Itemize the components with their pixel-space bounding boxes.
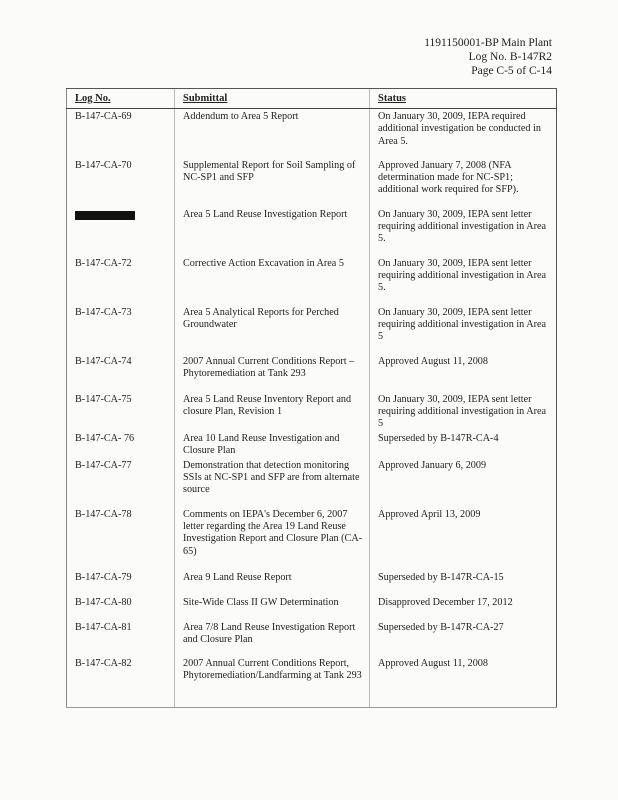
submittal-log-table <box>66 88 557 708</box>
log-number-cell: B-147-CA-75 <box>67 392 175 431</box>
table-row <box>67 570 557 595</box>
table-row <box>67 158 557 207</box>
status-cell: Approved August 11, 2008 <box>370 656 557 708</box>
status-cell: Approved January 7, 2008 (NFA determination made for NC-SP1; additional work required for SFP). <box>370 158 557 207</box>
log-number-cell: B-147-CA-81 <box>67 620 175 656</box>
submittal-cell: 2007 Annual Current Conditions Report – Phytoremediation at Tank 293 <box>175 354 370 392</box>
status-cell: Superseded by B-147R-CA-27 <box>370 620 557 656</box>
table-row <box>67 431 557 458</box>
status-cell: Superseded by B-147R-CA-15 <box>370 570 557 595</box>
log-number-cell: B-147-CA-73 <box>67 305 175 354</box>
submittal-cell: Addendum to Area 5 Report <box>175 109 370 158</box>
column-header-status: Status <box>370 89 557 109</box>
table-row <box>67 620 557 656</box>
table-row <box>67 656 557 708</box>
log-number-cell: B-147-CA-77 <box>67 458 175 507</box>
submittal-cell: Area 10 Land Reuse Investigation and Closure Plan <box>175 431 370 458</box>
status-cell: On January 30, 2009, IEPA required additional investigation be conducted in Area 5. <box>370 109 557 158</box>
status-cell: Approved April 13, 2009 <box>370 507 557 570</box>
submittal-cell: Supplemental Report for Soil Sampling of NC-SP1 and SFP <box>175 158 370 207</box>
log-number-cell: B-147-CA-70 <box>67 158 175 207</box>
submittal-cell: Area 5 Land Reuse Investigation Report <box>175 207 370 256</box>
status-cell: On January 30, 2009, IEPA sent letter requiring additional investigation in Area 5. <box>370 207 557 256</box>
status-cell: On January 30, 2009, IEPA sent letter requiring additional investigation in Area 5 <box>370 305 557 354</box>
status-cell: Disapproved December 17, 2012 <box>370 595 557 620</box>
status-cell: On January 30, 2009, IEPA sent letter requiring additional investigation in Area 5 <box>370 392 557 431</box>
page-number: Page C-5 of C-14 <box>471 65 552 77</box>
submittal-cell: Demonstration that detection monitoring SSIs at NC-SP1 and SFP are from alternate source <box>175 458 370 507</box>
table-row <box>67 109 557 158</box>
log-number-cell <box>67 207 175 256</box>
log-number: Log No. B-147R2 <box>468 51 552 63</box>
status-cell: Superseded by B-147R-CA-4 <box>370 431 557 458</box>
submittal-cell: Comments on IEPA's December 6, 2007 letter regarding the Area 19 Land Reuse Investigation Report and Closure Plan (CA-65) <box>175 507 370 570</box>
submittal-cell: Area 5 Analytical Reports for Perched Groundwater <box>175 305 370 354</box>
log-number-cell: B-147-CA-74 <box>67 354 175 392</box>
table-row <box>67 305 557 354</box>
log-number-cell: B-147-CA-78 <box>67 507 175 570</box>
submittal-cell: Area 7/8 Land Reuse Investigation Report and Closure Plan <box>175 620 370 656</box>
table-row <box>67 256 557 305</box>
table-header-row <box>67 89 557 109</box>
table-row <box>67 392 557 431</box>
log-number-cell: B-147-CA-79 <box>67 570 175 595</box>
status-cell: Approved January 6, 2009 <box>370 458 557 507</box>
log-number-cell: B-147-CA-69 <box>67 109 175 158</box>
log-number-cell: B-147-CA- 76 <box>67 431 175 458</box>
submittal-cell: Corrective Action Excavation in Area 5 <box>175 256 370 305</box>
column-header-log-no: Log No. <box>67 89 175 109</box>
table-row <box>67 354 557 392</box>
status-cell: Approved August 11, 2008 <box>370 354 557 392</box>
status-cell: On January 30, 2009, IEPA sent letter requiring additional investigation in Area 5. <box>370 256 557 305</box>
table-row <box>67 507 557 570</box>
table-row <box>67 207 557 256</box>
submittal-cell: Area 9 Land Reuse Report <box>175 570 370 595</box>
redaction-bar <box>75 211 135 220</box>
log-number-cell: B-147-CA-72 <box>67 256 175 305</box>
submittal-cell: Site-Wide Class II GW Determination <box>175 595 370 620</box>
document-id: 1191150001-BP Main Plant <box>424 37 552 49</box>
submittal-cell: Area 5 Land Reuse Inventory Report and closure Plan, Revision 1 <box>175 392 370 431</box>
column-header-submittal: Submittal <box>175 89 370 109</box>
log-number-cell: B-147-CA-80 <box>67 595 175 620</box>
page-header <box>424 36 552 78</box>
table-row <box>67 595 557 620</box>
table-row <box>67 458 557 507</box>
submittal-cell: 2007 Annual Current Conditions Report, Phytoremediation/Landfarming at Tank 293 <box>175 656 370 708</box>
log-number-cell: B-147-CA-82 <box>67 656 175 708</box>
